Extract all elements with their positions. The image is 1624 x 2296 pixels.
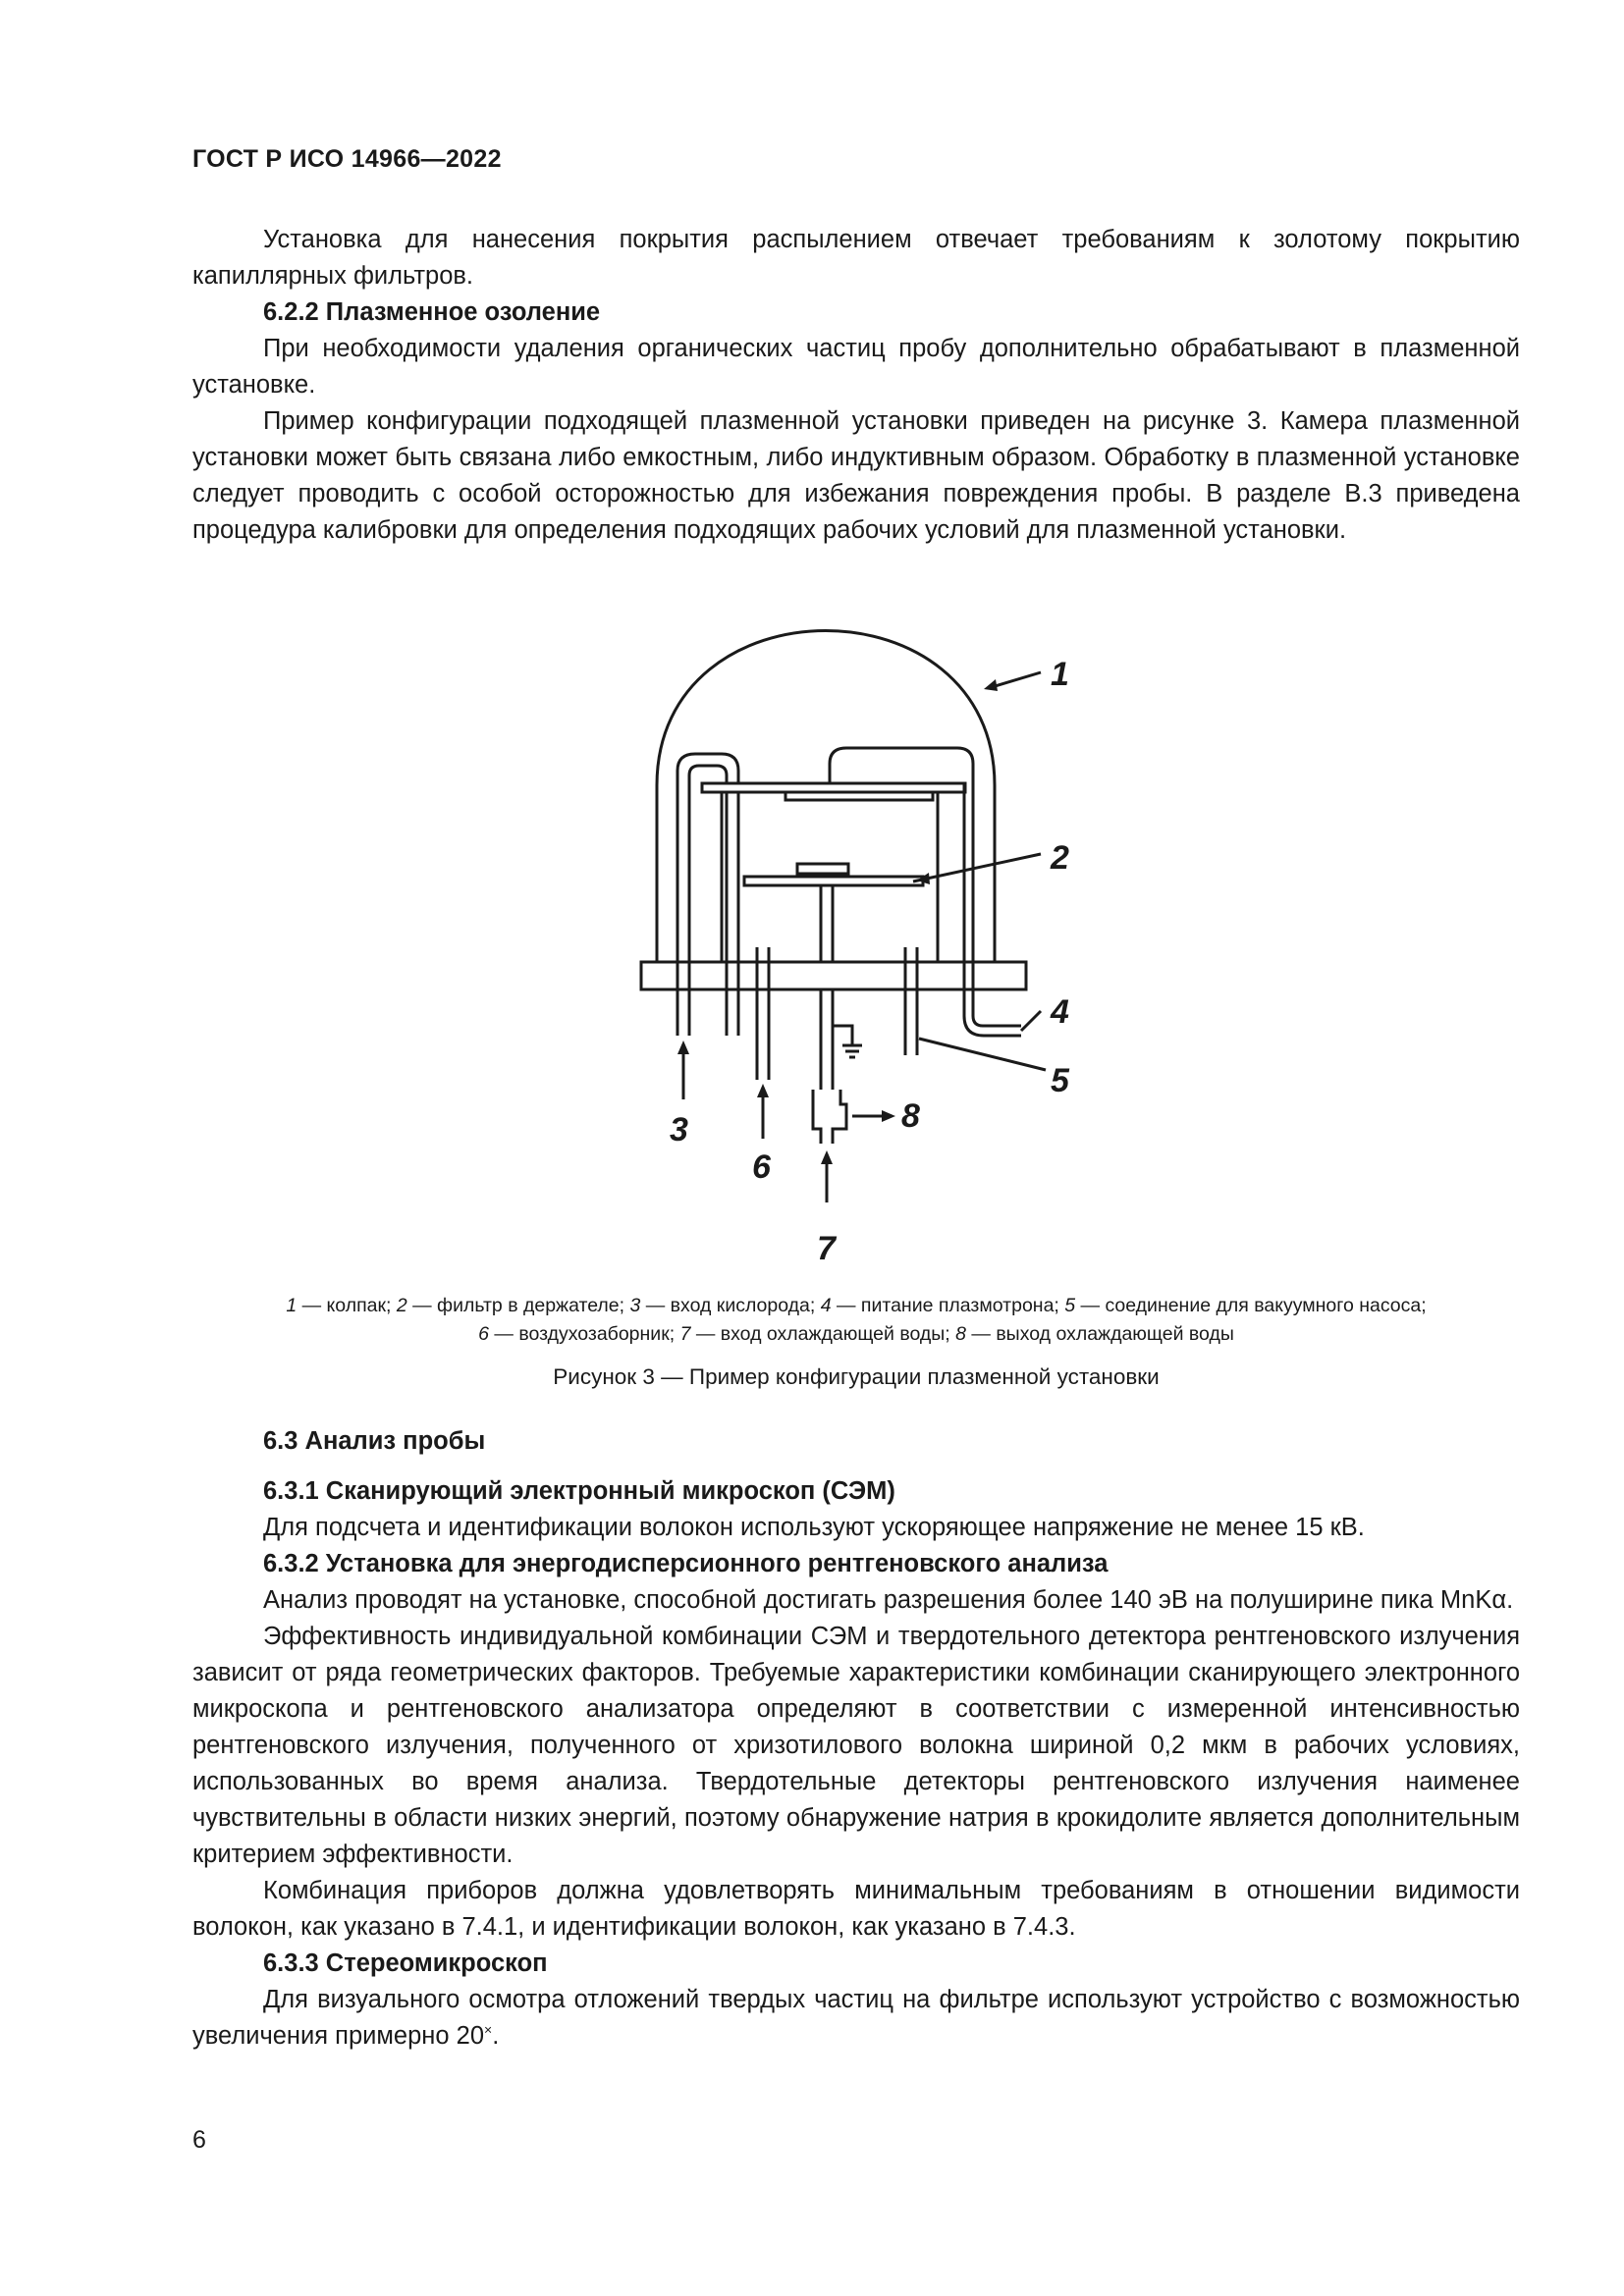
- label-8: 8: [901, 1097, 920, 1135]
- filter-holder: [744, 877, 923, 885]
- text-block-top: [192, 222, 1520, 549]
- section-6-3-1-heading: 6.3.1 Сканирующий электронный микроскоп (СЭМ): [263, 1477, 895, 1505]
- legend-line-2: 6 — воздухозаборник; 7 — вход охлаждающей воды; 8 — выход охлаждающей воды: [478, 1323, 1234, 1345]
- section-6-3-2-heading: 6.3.2 Установка для энергодисперсионного рентгеновского анализа: [263, 1550, 1109, 1577]
- figure-legend: [192, 1292, 1520, 1349]
- section-6-3-3-paragraph: Для визуального осмотра отложений твердых частиц на фильтре используют устройство с возможностью увеличения примерно 20×.: [192, 1986, 1520, 2050]
- intro-paragraph: Установка для нанесения покрытия распылением отвечает требованиям к золотому покрытию капиллярных фильтров.: [192, 226, 1520, 290]
- label-7: 7: [817, 1230, 836, 1267]
- section-6-2-2-paragraph-2: Пример конфигурации подходящей плазменной установки приведен на рисунке 3. Камера плазменной установки может быть связана либо емкостным, либо индуктивным образом. Обработку в плазменной установке следует проводить с особой осторожностью для избежания повреждения пробы. В разделе В.3 приведена процедура калибровки для определения подходящих рабочих условий для плазменной установки.: [192, 407, 1520, 544]
- figure-caption: Рисунок 3 — Пример конфигурации плазменной установки: [553, 1364, 1160, 1389]
- plasma-unit-diagram: [589, 579, 1139, 1286]
- section-6-3-2-paragraph-3: Комбинация приборов должна удовлетворять минимальным требованиям в отношении видимости волокон, как указано в 7.4.1, и идентификации волокон, как указано в 7.4.3.: [192, 1877, 1520, 1941]
- section-6-2-2-heading: 6.2.2 Плазменное озоление: [263, 298, 601, 326]
- label-3: 3: [670, 1111, 688, 1148]
- section-6-3-2-paragraph-2: Эффективность индивидуальной комбинации СЭМ и твердотельного детектора рентгеновского излучения зависит от ряда геометрических факторов. Требуемые характеристики комбинации сканирующего электронного микроскопа и рентгеновского анализатора определяют в соответствии с измеренной интенсивностью рентгеновского излучения, полученного от хризотилового волокна шириной 0,2 мкм в рабочих условиях, использованных во время анализа. Твердотельные детекторы рентгеновского излучения наименее чувствительны в области низких энергий, поэтому обнаружение натрия в крокидолите является дополнительным критерием эффективности.: [192, 1623, 1520, 1868]
- section-6-3-heading: 6.3 Анализ пробы: [263, 1427, 486, 1455]
- section-6-3-2-paragraph-1: Анализ проводят на установке, способной достигать разрешения более 140 эВ на полуширине пика MnKα.: [263, 1586, 1514, 1614]
- label-5: 5: [1051, 1062, 1069, 1099]
- legend-line-1: 1 — колпак; 2 — фильтр в держателе; 3 — вход кислорода; 4 — питание плазмотрона; 5 — соединение для вакуумного насоса;: [286, 1295, 1427, 1316]
- label-4: 4: [1051, 993, 1069, 1031]
- standard-header: ГОСТ Р ИСО 14966—2022: [192, 145, 502, 173]
- filter: [797, 864, 848, 874]
- page-number: 6: [192, 2126, 206, 2154]
- ground-symbol: [833, 1026, 862, 1057]
- oxygen-inlet-tube: [677, 754, 738, 1036]
- label-6: 6: [752, 1148, 771, 1186]
- section-6-2-2-paragraph-1: При необходимости удаления органических частиц пробу дополнительно обрабатывают в плазменной установке.: [192, 335, 1520, 399]
- text-block-bottom: [192, 1423, 1520, 2055]
- section-6-3-1-paragraph: Для подсчета и идентификации волокон используют ускоряющее напряжение не менее 15 кВ.: [263, 1514, 1365, 1541]
- label-2: 2: [1051, 839, 1069, 877]
- label-1: 1: [1051, 656, 1069, 693]
- base-plate: [641, 962, 1026, 989]
- section-6-3-3-heading: 6.3.3 Стереомикроскоп: [263, 1949, 548, 1977]
